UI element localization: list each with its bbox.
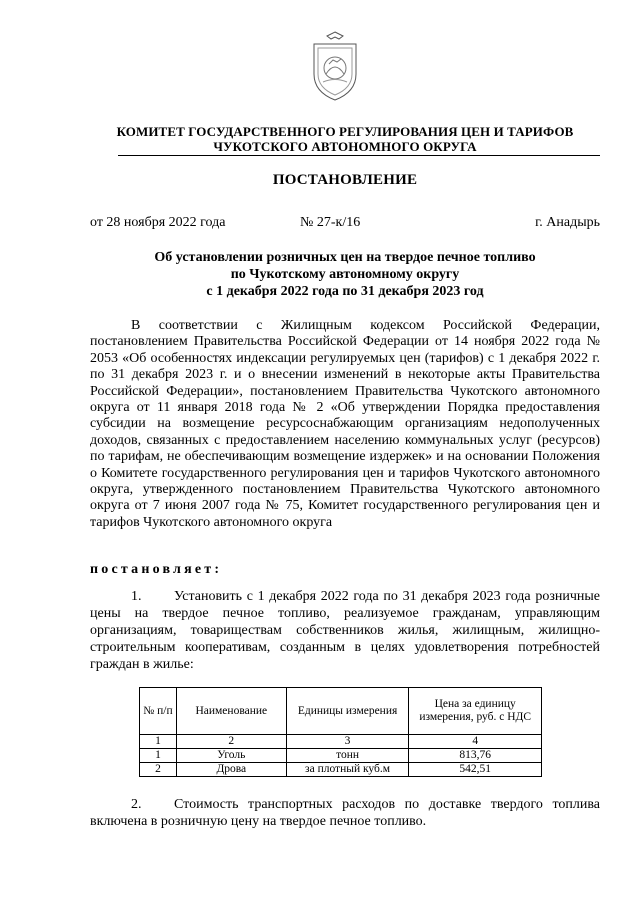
table-cell: 2 [140, 763, 177, 777]
decree-word: постановляет: [90, 562, 223, 577]
table-header-row [140, 688, 542, 735]
clause-1 [90, 588, 600, 673]
document-title-line2: по Чукотскому автономному округу [230, 267, 460, 282]
org-name-line2: ЧУКОТСКОГО АВТОНОМНОГО ОКРУГА [213, 139, 477, 154]
document-title-line1: Об установлении розничных цен на твердое печное топливо [154, 250, 536, 265]
col-header-name: Наименование [176, 688, 286, 735]
document-title-line3: с 1 декабря 2022 года по 31 декабря 2023 год [206, 284, 484, 299]
preamble-paragraph: В соответствии с Жилищным кодексом Российской Федерации, постановлением Правительства Российской Федерации от 14 ноября 2022 года № 2053 «Об особенностях индексации регулируемых цен (тарифов) с 1 декабря 2022 г. по 31 декабря 2023 г. и о внесении изменений в некоторые акты Правительства Российской Федерации», постановлением Правительства Чукотского автономного округа от 11 января 2018 года № 2 «Об утверждении Порядка предоставления субсидии на возмещение ресурсоснабжающим организациям недополученных доходов, связанных с предоставлением населению коммунальных услуг (ресурсов) по тарифам, не обеспечивающим возмещение издержек» и на основании Положения о Комитете государственного регулирования цен и тарифов Чукотского автономного округа, утвержденного постановлением Правительства Чукотского автономного округа от 7 июня 2007 года № 75, Комитет государственного регулирования цен и тарифов Чукотского автономного округа [90, 318, 600, 530]
org-name-line1: КОМИТЕТ ГОСУДАРСТВЕННОГО РЕГУЛИРОВАНИЯ ЦЕН И ТАРИФОВ [116, 124, 574, 139]
table-cell: тонн [286, 749, 409, 763]
document-number: № 27-к/16 [300, 215, 361, 230]
date-number-city-line [90, 215, 600, 233]
table-cell: Уголь [176, 749, 286, 763]
table-row [140, 763, 542, 777]
document-type: ПОСТАНОВЛЕНИЕ [272, 172, 418, 188]
clause-2 [90, 796, 600, 830]
table-index-row [140, 735, 542, 749]
table-cell: 542,51 [409, 763, 542, 777]
clause-2-number: 2. [131, 797, 142, 812]
col-header-units: Единицы измерения [286, 688, 409, 735]
col-header-price: Цена за единицу измерения, руб. с НДС [409, 688, 542, 735]
clause-2-text: Стоимость транспортных расходов по доставке твердого топлива включена в розничную цену на твердое печное топливо. [90, 797, 600, 829]
table-cell: 813,76 [409, 749, 542, 763]
clause-1-number: 1. [131, 589, 142, 604]
document-city: г. Анадырь [535, 215, 600, 230]
col-header-number: № п/п [140, 688, 177, 735]
table-cell: за плотный куб.м [286, 763, 409, 777]
table-cell: 3 [286, 735, 409, 749]
table-cell: 2 [176, 735, 286, 749]
table-cell: 4 [409, 735, 542, 749]
header-divider [118, 155, 600, 156]
table-cell: 1 [140, 735, 177, 749]
document-date: от 28 ноября 2022 года [90, 215, 226, 230]
clause-1-text: Установить с 1 декабря 2022 года по 31 декабря 2023 года розничные цены на твердое печное топливо, реализуемое гражданам, управляющим организациям, товариществам собственников жилья, жилищным, жилищно-строительным кооперативам, созданным в целях удовлетворения потребностей граждан в жилье: [90, 589, 600, 672]
price-table [139, 687, 542, 777]
table-cell: 1 [140, 749, 177, 763]
table-cell: Дрова [176, 763, 286, 777]
coat-of-arms-emblem [309, 30, 361, 102]
table-row [140, 749, 542, 763]
